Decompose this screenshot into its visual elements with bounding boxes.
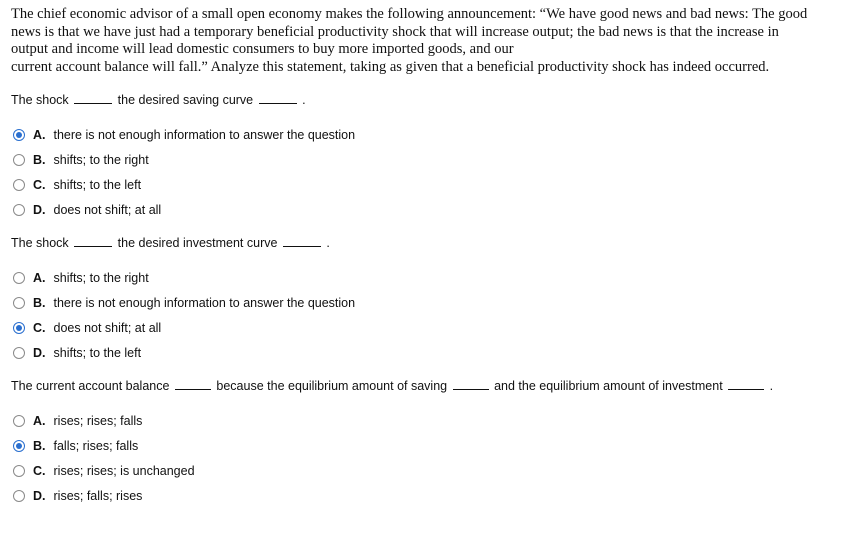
question-2-text-b: the desired investment curve <box>117 236 278 250</box>
radio-button[interactable] <box>13 490 25 502</box>
option-letter: A. <box>33 128 46 142</box>
option-letter: D. <box>33 346 46 360</box>
option-text: rises; rises; is unchanged <box>53 464 195 478</box>
option-text: does not shift; at all <box>53 321 162 335</box>
question-2-stem <box>11 236 330 250</box>
question-3-blank-1 <box>175 379 211 390</box>
q2-option-b[interactable] <box>13 295 355 311</box>
radio-dot <box>16 132 22 138</box>
question-1-text-b: the desired saving curve <box>117 93 254 107</box>
question-3-text-b: because the equilibrium amount of saving <box>216 379 448 393</box>
q3-option-c[interactable] <box>13 463 195 479</box>
option-text: shifts; to the left <box>53 346 142 360</box>
question-2-blank-1 <box>74 236 112 247</box>
option-letter: B. <box>33 153 46 167</box>
q1-option-a[interactable] <box>13 127 355 143</box>
option-text: rises; falls; rises <box>53 489 143 503</box>
problem-line: output and income will lead domestic consumers to buy more imported goods, and our <box>11 41 514 57</box>
question-1-text-c: . <box>302 93 306 107</box>
option-letter: C. <box>33 464 46 478</box>
question-2-text-c: . <box>326 236 330 250</box>
option-text: shifts; to the right <box>53 271 149 285</box>
radio-button[interactable] <box>13 204 25 216</box>
q2-option-c[interactable] <box>13 320 161 336</box>
option-text: rises; rises; falls <box>53 414 143 428</box>
radio-button[interactable] <box>13 272 25 284</box>
option-letter: A. <box>33 414 46 428</box>
option-letter: C. <box>33 321 46 335</box>
question-1-blank-1 <box>74 93 112 104</box>
radio-button-selected[interactable] <box>13 322 25 334</box>
q2-option-d[interactable] <box>13 345 141 361</box>
question-3-stem <box>11 379 773 393</box>
q1-option-c[interactable] <box>13 177 141 193</box>
option-letter: C. <box>33 178 46 192</box>
option-text: there is not enough information to answer the question <box>53 296 356 310</box>
q3-option-a[interactable] <box>13 413 142 429</box>
problem-line: current account balance will fall.” Analyze this statement, taking as given that a beneficial productivity shock has indeed occurred. <box>11 58 770 75</box>
option-letter: A. <box>33 271 46 285</box>
question-1-stem <box>11 93 306 107</box>
option-letter: D. <box>33 203 46 217</box>
problem-line: The chief economic advisor of a small open economy makes the following announcement: “We have good news and bad news: The good <box>11 6 808 22</box>
problem-statement <box>11 6 841 76</box>
question-3-text-d: . <box>769 379 774 393</box>
q2-option-a[interactable] <box>13 270 149 286</box>
radio-dot <box>16 325 22 331</box>
option-text: shifts; to the left <box>53 178 142 192</box>
q3-option-b[interactable] <box>13 438 138 454</box>
radio-button[interactable] <box>13 415 25 427</box>
q3-option-d[interactable] <box>13 488 142 504</box>
option-text: does not shift; at all <box>53 203 162 217</box>
q1-option-d[interactable] <box>13 202 161 218</box>
radio-button[interactable] <box>13 347 25 359</box>
question-3-blank-2 <box>453 379 489 390</box>
question-2-blank-2 <box>283 236 321 247</box>
question-3-blank-3 <box>728 379 764 390</box>
question-2-text-a: The shock <box>11 236 69 250</box>
option-text: shifts; to the right <box>53 153 149 167</box>
question-3-text-a: The current account balance <box>11 379 170 393</box>
question-1-text-a: The shock <box>11 93 69 107</box>
option-letter: B. <box>33 439 46 453</box>
question-3-text-c: and the equilibrium amount of investment <box>494 379 723 393</box>
radio-button-selected[interactable] <box>13 129 25 141</box>
radio-dot <box>16 443 22 449</box>
option-letter: B. <box>33 296 46 310</box>
question-1-blank-2 <box>259 93 297 104</box>
option-text: falls; rises; falls <box>53 439 139 453</box>
radio-button[interactable] <box>13 297 25 309</box>
option-letter: D. <box>33 489 46 503</box>
radio-button-selected[interactable] <box>13 440 25 452</box>
problem-line: news is that we have just had a temporary beneficial productivity shock that will increase output; the bad news is that the increase in <box>11 23 779 40</box>
radio-button[interactable] <box>13 465 25 477</box>
q1-option-b[interactable] <box>13 152 149 168</box>
radio-button[interactable] <box>13 154 25 166</box>
option-text: there is not enough information to answer the question <box>53 128 356 142</box>
radio-button[interactable] <box>13 179 25 191</box>
